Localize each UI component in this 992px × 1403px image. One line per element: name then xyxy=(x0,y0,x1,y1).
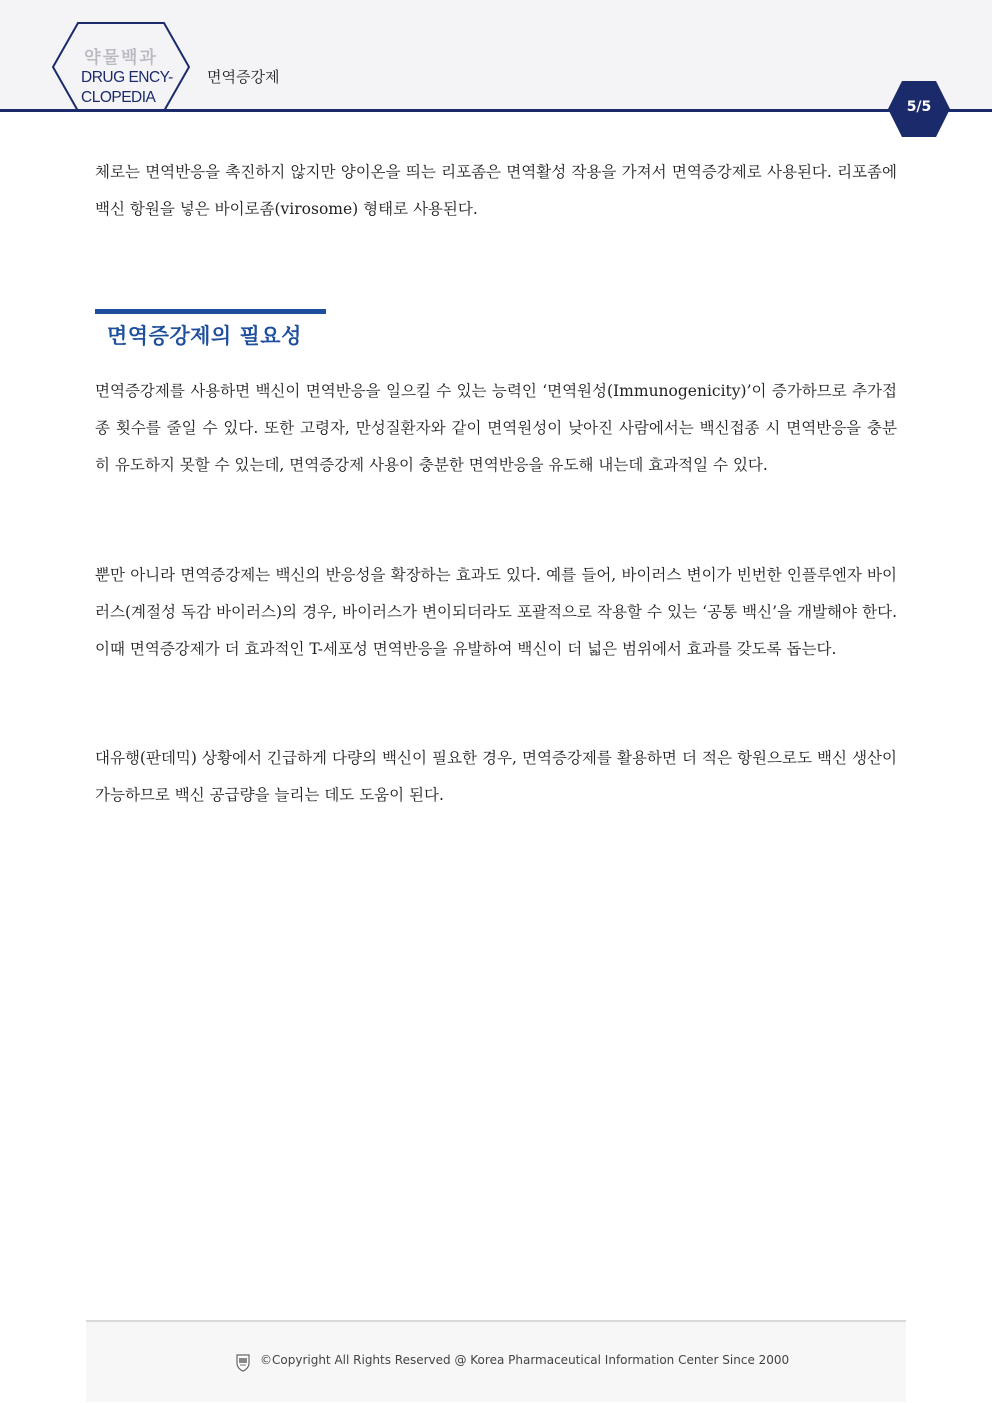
page-indicator-badge xyxy=(887,80,951,138)
drug-encyclopedia-logo[interactable] xyxy=(52,22,190,112)
section-title-bar xyxy=(95,309,326,314)
section-title: 면역증강제의 필요성 xyxy=(107,324,302,348)
intro-paragraph: 체로는 면역반응을 촉진하지 않지만 양이온을 띄는 리포좀은 면역활성 작용을 가져서 면역증강제로 사용된다. 리포좀에 백신 항원을 넣은 바이로좀(virosome) 형태로 사용된다. xyxy=(95,163,897,218)
logo-english-text xyxy=(81,68,181,108)
header-title: 면역증강제 xyxy=(207,68,280,86)
body-paragraph-2: 뿐만 아니라 면역증강제는 백신의 반응성을 확장하는 효과도 있다. 예를 들어, 바이러스 변이가 빈번한 인플루엔자 바이러스(계절성 독감 바이러스)의 경우, 바이러스가 변이되더라도 포괄적으로 작용할 수 있는 ‘공통 백신’을 개발해야 한다. 이때 면역증강제가 더 효과적인 T-세포성 면역반응을 유발하여 백신이 더 넓은 범위에서 효과를 갖도록 돕는다. xyxy=(95,566,897,658)
body-paragraph-3: 대유행(판데믹) 상황에서 긴급하게 다량의 백신이 필요한 경우, 면역증강제를 활용하면 더 적은 항원으로도 백신 생산이 가능하므로 백신 공급량을 늘리는 데도 도움이 된다. xyxy=(95,749,897,804)
logo-korean-text: 약물백과 xyxy=(84,48,158,68)
body-paragraph-1: 면역증강제를 사용하면 백신이 면역반응을 일으킬 수 있는 능력인 ‘면역원성(Immunogenicity)’이 증가하므로 추가접종 횟수를 줄일 수 있다. 또한 고령자, 만성질환자와 같이 면역원성이 낮아진 사람에서는 백신접종 시 면역반응을 충분히 유도하지 못할 수 있는데, 면역증강제 사용이 충분한 면역반응을 유도해 내는데 효과적일 수 있다. xyxy=(95,382,897,474)
header-divider xyxy=(0,109,992,112)
page-indicator-text: 5/5 xyxy=(906,99,932,115)
footer-copyright: ©Copyright All Rights Reserved @ Korea Pharmaceutical Information Center Since 2000 xyxy=(260,1353,790,1367)
logo-english-line2: CLOPEDIA xyxy=(81,89,156,106)
shield-crest-icon xyxy=(235,1354,251,1372)
logo-english-line1: DRUG ENCY- xyxy=(81,69,173,86)
